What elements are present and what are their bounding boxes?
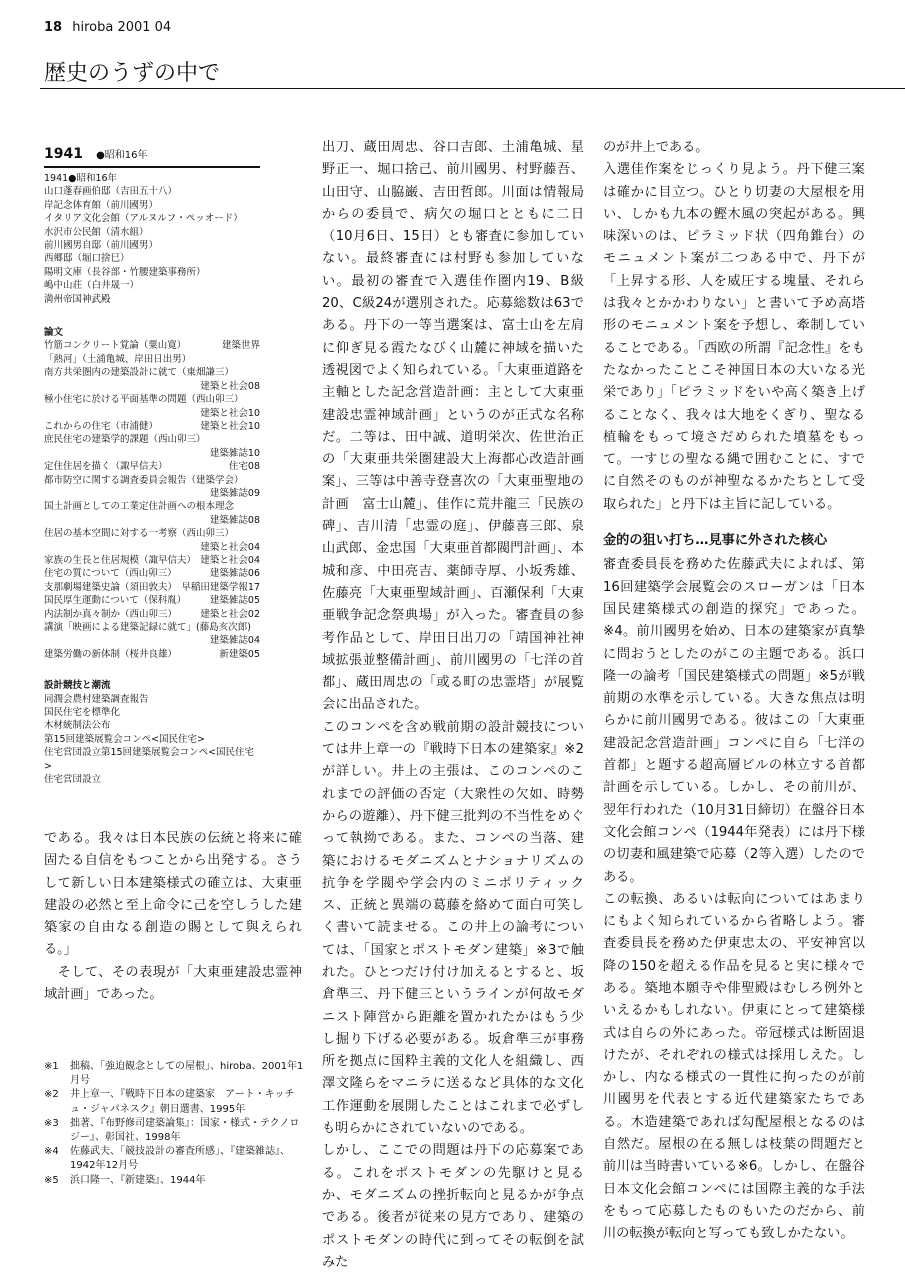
essay-item (44, 541, 260, 554)
essay-source: 建築雑誌04 (209, 635, 260, 647)
essay-source: 建築と社会10 (200, 407, 260, 419)
sidebar-year: 1941 (44, 146, 83, 162)
essay-title: 住宅の質について（西山卯三） (44, 568, 177, 580)
footnote-mark: ※2 (44, 1089, 59, 1101)
footnote-mark: ※1 (44, 1061, 59, 1072)
essay-item (44, 474, 260, 487)
essay-item (44, 487, 260, 500)
essay-item (44, 447, 260, 460)
essays-title: 論文 (44, 327, 64, 339)
essay-item (44, 567, 260, 580)
essay-item (44, 554, 260, 567)
essay-source: 建築雑誌08 (209, 514, 260, 526)
work-item: 満州帝国神武殿 (44, 293, 111, 305)
work-item: 山口蓬春画伯邸（吉田五十八） (44, 186, 178, 198)
essay-title: 住居の基本空間に対する一考察（西山卯三） (44, 528, 235, 540)
essay-title: 支那劇場建築史論（須田敦夫） (44, 581, 178, 593)
competition-item: 第15回建築展覧会コンペ<国民住宅> (44, 733, 206, 745)
competitions-list (44, 693, 260, 787)
essay-item (44, 380, 260, 393)
essay-item (44, 500, 260, 513)
work-item: イタリア文化会館（アルヌルフ・ペッオード） (44, 213, 243, 225)
essay-title: 国土計画としての工業定住計画への根本理念 (44, 501, 235, 513)
competition-item: 住宅営団設立第15回建築展覧会コンペ<国民住宅> (44, 747, 255, 772)
essay-source: 建築雑誌10 (209, 447, 260, 459)
essay-item (44, 621, 260, 634)
paragraph: そして、その表現が「大東亜建設忠霊神域計画」であった。 (44, 964, 302, 1003)
essay-item (44, 594, 260, 607)
essay-source: 住宅08 (228, 461, 260, 473)
essay-item (44, 634, 260, 647)
essay-title: 定住住居を描く（諏早信夫） (44, 461, 168, 473)
essay-source: 建築と社会04 (200, 554, 260, 566)
sidebar-era: ●昭和16年 (96, 150, 148, 161)
essay-item (44, 366, 260, 379)
competition-item: 木材統制法公布 (44, 720, 111, 732)
essay-source: 建築世界 (221, 340, 260, 352)
competition-item: 国民住宅を標準化 (44, 707, 121, 719)
competitions-title: 設計競技と潮流 (44, 680, 111, 692)
works-list (44, 172, 260, 306)
footnote (44, 1145, 306, 1173)
footnote (44, 1060, 306, 1088)
essay-title: 極小住宅に於ける平面基準の問題（西山卯三） (44, 394, 244, 406)
footnote-text: 浜口隆一、『新建築』、1944年 (70, 1174, 206, 1186)
essay-title: 家族の生長と住居規模（諏早信夫） (44, 554, 197, 566)
essay-source: 建築と社会02 (200, 608, 260, 620)
body-column-3 (603, 137, 865, 1246)
essay-item (44, 393, 260, 406)
essay-source: 建築と社会04 (200, 541, 260, 553)
work-item: 岸記念体育館（前川國男） (44, 199, 159, 211)
essay-source: 建築雑誌05 (209, 595, 260, 607)
essay-title: これからの住宅（市浦健） (44, 420, 159, 432)
paragraph: この転換、あるいは転向についてはあまりにもよく知られているから省略しよう。審査委員長を務めた伊東忠太の、平安神宮以降の150を超える作品を見ると実に様々である。築地本願寺や俳聖殿はむしろ例外といえるかもしれない。伊東にとって建築様式は自らの外にあった。帝冠様式は断固退けたが、それぞれの様式は採用しえた。しかし、内なる様式の一貫性に拘ったのが前川國男を代表とする近代建築家たちである。木造建築であれば勾配屋根となるのは自然だ。屋根の在る無しは枝葉の問題だと前川は当時書いている※6。しかし、在盤谷日本文化会館コンペには国際主義的な手法をもって応募したものもいたのだから、前川の転換が転向と写っても致しかたない。 (603, 891, 865, 1242)
essay-item (44, 608, 260, 621)
essay-title: 庶民住宅の建築学的課題（西山卯三） (44, 434, 206, 446)
footnote (44, 1088, 306, 1116)
competition-item: 住宅営団設立 (44, 774, 102, 786)
essay-item (44, 407, 260, 420)
page-number: 18 (44, 20, 63, 35)
essay-source: 建築と社会10 (200, 420, 260, 432)
essays-list (44, 339, 260, 661)
essay-source: 早稲田建築学報17 (181, 581, 260, 593)
essay-title: 南方共栄圏内の建築設計に就て（東畑謙三） (44, 367, 235, 379)
footnote (44, 1117, 306, 1145)
article-title: 歴史のうずの中で (44, 61, 221, 86)
work-item: 陽明文庫（長谷部・竹腰建築事務所） (44, 266, 206, 278)
competition-item: 同潤会農村建築調査報告 (44, 693, 149, 705)
essay-title: 「熱河」（土浦亀城、岸田日出男） (44, 353, 192, 365)
essay-item (44, 353, 260, 366)
essay-item (44, 420, 260, 433)
sidebar-heading (44, 143, 260, 168)
paragraph: である。我々は日本民族の伝統と将来に確固たる自信をもつことから出発する。さうして新しい日本建築様式の確立は、大東亜建設の必然と至上命令に己を空しうした建築家の自由なる創造の賜として與えられる。」 (44, 831, 302, 958)
essay-source: 建築雑誌06 (209, 568, 260, 580)
essay-item (44, 339, 260, 352)
chronology-sidebar (44, 172, 260, 786)
essay-title: 講演「映画による建築記録に就て」(藤島亥次郎) (44, 622, 251, 633)
body-column-2 (322, 137, 584, 1274)
essay-source: 建築雑誌09 (209, 487, 260, 499)
work-item: 西郷邸（堀口捨巳） (44, 253, 130, 265)
essay-source: 建築と社会08 (200, 380, 260, 392)
footnote-mark: ※3 (44, 1117, 59, 1129)
essay-title: 国民厚生運動について（保科胤） (44, 595, 187, 607)
footnote-text: 拙著、『布野修司建築論集』：国家・様式・テクノロジー』、彰国社、1998年 (70, 1117, 300, 1144)
footnote-text: 佐藤武夫、「競技設計の審査所感」、『建築雑誌』、1942年12月号 (70, 1146, 290, 1172)
essay-item (44, 527, 260, 540)
work-item: 1941●昭和16年 (44, 173, 118, 184)
paragraph: 出刀、蔵田周忠、谷口吉郎、土浦亀城、星野正一、堀口捨己、前川國男、村野藤吾、山田守、山脇巌、吉田哲郎。川面は情報局からの委員で、病欠の堀口とともに二日（10月6日、15日）とも審査に参加していない。最終審査には村野も参加していない。最初の審査で入選佳作圏内19、B級20、C級24が選別された。応募総数は63である。丹下の一等当選案は、富士山を左肩に仰ぎ見る霞たなびく山麓に神域を描いた透視図でよく知られている。「大東亜道路を主軸とした記念営造計画：主として大東亜建設忠霊神域計画」というのが正式な名称だ。二等は、田中誠、道明栄次、佐世治正の「大東亜共栄圏建設大上海都心改造計画案」、三等は中善寺登喜次の「大東亜聖地の計画 富士山麓」、佳作に荒井龍三「民族の碑」、吉川清「忠霊の庭」、伊藤喜三郎、泉山武郎、金忠国「大東亜首都閥門計画」、本城和彦、中田亮吉、薬師寺厚、小坂秀雄、佐藤亮「大東亜聖域計画」、百瀬保利「大東亜戦争記念祭典場」が入った。審査員の参考作品として、岸田日出刀の「靖国神社神域拡張並整備計画」、前川國男の「七洋の首都」、蔵田周忠の「或る町の忠霊塔」が展覧会に出品された。 (322, 140, 584, 713)
work-item: 嶋中山荘（白井晟一） (44, 280, 140, 292)
paragraph: 入選佳作案をじっくり見よう。丹下健三案は確かに目立つ。ひとり切妻の大屋根を用い、しかも九本の鰹木風の突起がある。興味深いのは、ピラミッド状（四角錐台）のモニュメント案が二つある中で、丹下が「上昇する形、人を威圧する塊量、それらは我々とかかわりない」と書いて予め高塔形のモニュメント案を予想し、牽制していることである。「西欧の所謂『記念性』をもたなかったことこそ神国日本の大いなる光栄であり」「ピラミッドをいや高く築き上げることなく、我々は大地をくぎり、聖なる植輪をもって境さだめられた墳墓をもって。一すじの聖なる縄で囲むことに、すでに自然そのものが神聖なるかたちとして受取られた」と丹下は主旨に記している。 (603, 162, 865, 512)
essay-item (44, 433, 260, 446)
footnote-mark: ※5 (44, 1174, 59, 1186)
essay-title: 内法制か真々制か（西山卯三） (44, 608, 178, 620)
essay-item (44, 460, 260, 473)
essay-title: 都市防空に関する調査委員会報告（建築学会） (44, 474, 244, 486)
work-item: 前川國男自邸（前川國男） (44, 240, 159, 252)
page-header (44, 20, 171, 35)
paragraph: しかし、ここでの問題は丹下の応募案である。これをポストモダンの先駆けと見るか、モダニズムの挫折転向と見るかが争点である。後者が従来の見方であり、建築のポストモダンの時代に到ってその転倒を試みた (322, 1143, 584, 1270)
paragraph: 審査委員長を務めた佐藤武夫によれば、第16回建築学会展覧会のスローガンは「日本国民建築様式の創造的探究」であった。※4。前川國男を始め、日本の建築家が真摯に問おうとしたのがこの主題である。浜口隆一の論考「国民建築様式の問題」※5が戦前期の水準を示している。大きな焦点は明らかに前川國男である。彼はこの「大東亜建設記念営造計画」コンペに自ら「七洋の首都」と題する超高層ビルの林立する首都計画を示している。しかし、その前川が、翌年行われた（10月31日締切）在盤谷日本文化会館コンペ（1944年発表）には丹下様の切妻和風建築で応募（2等入選）したのである。 (603, 557, 865, 885)
footnote-text: 拙稿、「強迫観念としての屋根」、hiroba、2001年1月号 (70, 1061, 304, 1087)
essay-item (44, 648, 260, 661)
section-heading: 金的の狙い打ち…見事に外された核心 (603, 533, 828, 549)
footnote-mark: ※4 (44, 1146, 59, 1158)
work-item: 水沢市公民館（清水組） (44, 226, 149, 238)
footnote-text: 井上章一、『戦時下日本の建築家 アート・キッチュ・ジャパネスク』朝日選書、1995年 (70, 1089, 295, 1115)
footnotes (44, 1060, 306, 1188)
essay-item (44, 514, 260, 527)
paragraph: のが井上である。 (603, 140, 709, 155)
paragraph: このコンペを含め戦前期の設計競技については井上章一の『戦時下日本の建築家』※2が詳しい。井上の主張は、このコンペのこれまでの評価の否定（大衆性の欠如、時勢からの遊離）、丹下健三批判の不当性をめぐって執拗である。また、コンペの当落、建築におけるモダニズムとナショナリズムの抗争を学閥や学会内のミニポリティックス、正統と異端の葛藤を絡めて面白可笑しく書いて読ませる。この井上の論考については、「国家とポストモダン建築」※3で触れた。ひとつだけ付け加えるとすると、坂倉準三、丹下健三というラインが何故モダニスト陣営から距離を置かれたかはもう少し掘り下げる必要がある。坂倉準三が事務所を拠点に国粋主義的文化人を組織し、西澤文隆らをマニラに送るなど具体的な文化工作運動を展開したことはこれまで必ずしも明らかにされていないのである。 (322, 719, 584, 1137)
essay-title: 建築労働の新体制（桜井良雄） (44, 648, 178, 660)
title-rule (40, 88, 905, 89)
journal-name: hiroba 2001 04 (72, 20, 172, 35)
essay-item (44, 581, 260, 594)
footnote (44, 1174, 306, 1188)
essay-title: 竹筋コンクリート覚論（粟山寛） (44, 340, 187, 352)
left-body-text (44, 828, 302, 1006)
essay-source: 新建築05 (219, 648, 260, 660)
